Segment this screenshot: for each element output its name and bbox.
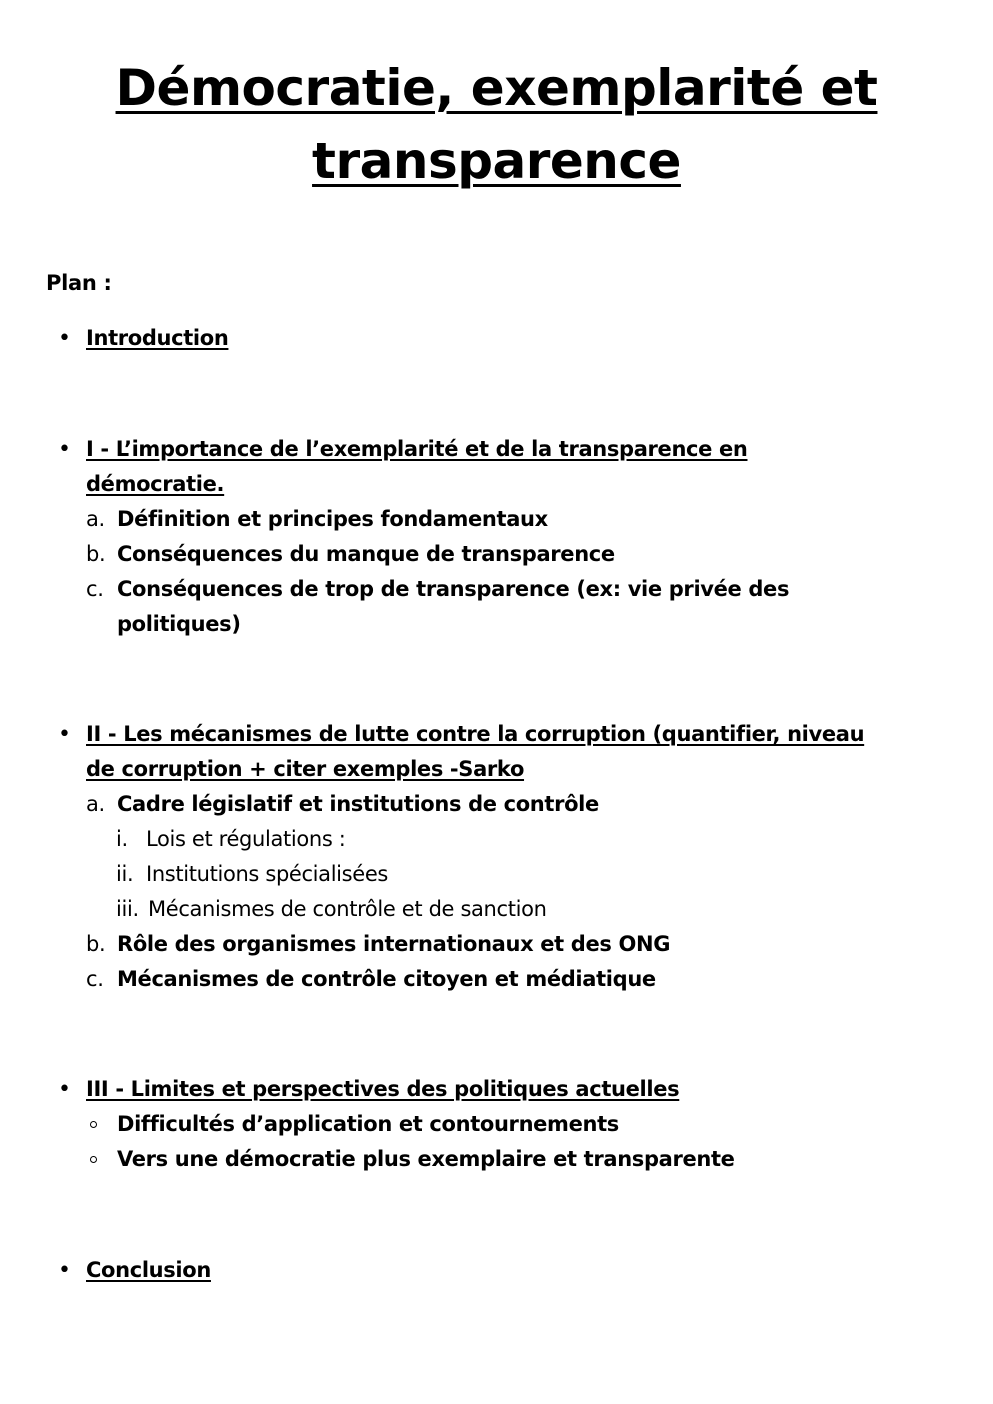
section-1-item-a xyxy=(86,502,946,537)
section-2-item-c xyxy=(86,962,946,997)
list-item-text: Difficultés d’application et contournements xyxy=(117,1112,619,1136)
bullet-icon: • xyxy=(58,437,71,462)
list-marker: b. xyxy=(86,932,106,956)
list-marker: iii. xyxy=(116,897,139,921)
list-item-text: Conséquences de trop de transparence (ex: vie privée des politiques) xyxy=(117,577,790,636)
bullet-icon: • xyxy=(58,1077,71,1102)
conclusion-heading: Conclusion xyxy=(86,1258,211,1282)
section-2-item-a xyxy=(86,787,946,822)
list-item-text: Conséquences du manque de transparence xyxy=(117,542,615,566)
plan-label: Plan : xyxy=(46,271,112,295)
bullet-icon: • xyxy=(58,722,71,747)
section-1-heading-line-1: I - L’importance de l’exemplarité et de la transparence en xyxy=(86,437,748,461)
list-item-text: Lois et régulations : xyxy=(146,827,346,851)
section-2-heading-line-2: de corruption + citer exemples -Sarko xyxy=(86,757,525,781)
list-item-text: Vers une démocratie plus exemplaire et transparente xyxy=(117,1147,735,1171)
section-2-subitem-i xyxy=(116,822,936,857)
list-item-text: Définition et principes fondamentaux xyxy=(117,507,548,531)
section-1-item-c xyxy=(86,572,866,642)
section-1-item-b xyxy=(86,537,946,572)
list-item-text: Institutions spécialisées xyxy=(146,862,388,886)
list-marker: i. xyxy=(116,827,128,851)
section-1-heading-line-2: démocratie. xyxy=(86,472,225,496)
section-2-subitem-iii xyxy=(116,892,936,927)
list-item-text: Mécanismes de contrôle et de sanction xyxy=(148,897,547,921)
section-2-heading-line-1: II - Les mécanismes de lutte contre la corruption (quantifier, niveau xyxy=(86,722,865,746)
title-line-1: Démocratie, exemplarité et xyxy=(115,59,878,117)
section-3-heading: III - Limites et perspectives des politiques actuelles xyxy=(86,1077,680,1101)
list-marker: c. xyxy=(86,967,104,991)
list-item-text: Rôle des organismes internationaux et des ONG xyxy=(117,932,671,956)
list-marker: b. xyxy=(86,542,106,566)
introduction-heading: Introduction xyxy=(86,326,229,350)
list-marker: c. xyxy=(86,577,104,601)
page-title xyxy=(40,52,953,198)
list-item-text: Mécanismes de contrôle citoyen et médiatique xyxy=(117,967,656,991)
list-marker: ii. xyxy=(116,862,134,886)
list-item-text: Cadre législatif et institutions de contrôle xyxy=(117,792,599,816)
bullet-icon: • xyxy=(58,1258,71,1283)
section-2-subitem-ii xyxy=(116,857,936,892)
section-3-item-1 xyxy=(86,1107,946,1142)
section-3-item-2 xyxy=(86,1142,946,1177)
title-line-2: transparence xyxy=(312,132,681,190)
list-marker: a. xyxy=(86,792,105,816)
bullet-icon: • xyxy=(58,326,71,351)
list-marker: a. xyxy=(86,507,105,531)
section-2-item-b xyxy=(86,927,946,962)
